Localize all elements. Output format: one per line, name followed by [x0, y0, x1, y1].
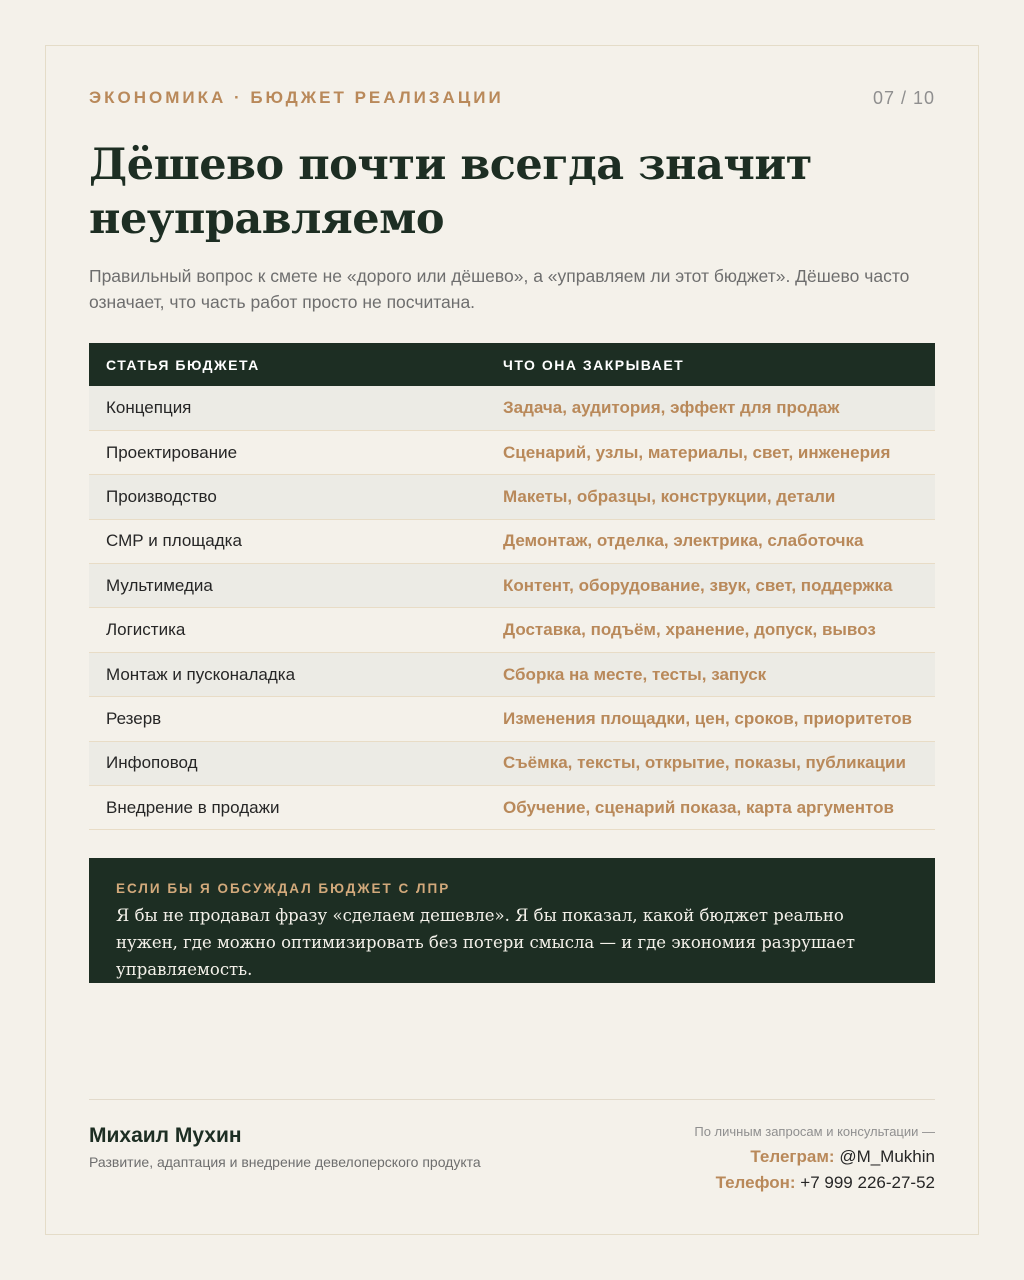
- callout-box: [89, 858, 935, 983]
- budget-item: Производство: [89, 475, 486, 519]
- table-row: [89, 475, 935, 519]
- budget-covers: Доставка, подъём, хранение, допуск, вывоз: [486, 608, 935, 652]
- telegram-contact[interactable]: [694, 1144, 935, 1170]
- budget-item: СМР и площадка: [89, 519, 486, 563]
- budget-covers: Макеты, образцы, конструкции, детали: [486, 475, 935, 519]
- budget-table: [89, 343, 935, 830]
- page-counter: 07 / 10: [872, 88, 935, 108]
- callout-text: Я бы не продавал фразу «сделаем дешевле». Я бы показал, какой бюджет реально нужен, где можно оптимизировать без потери смысла — и где экономия разрушает управляемость.: [116, 906, 855, 979]
- budget-item: Мультимедиа: [89, 564, 486, 608]
- budget-covers: Задача, аудитория, эффект для продаж: [486, 386, 935, 430]
- budget-item: Инфоповод: [89, 741, 486, 785]
- budget-item: Монтаж и пусконаладка: [89, 652, 486, 696]
- budget-covers: Демонтаж, отделка, электрика, слаботочка: [486, 519, 935, 563]
- table-row: [89, 741, 935, 785]
- author-role: Развитие, адаптация и внедрение девелоперского продукта: [89, 1154, 481, 1170]
- column-header-covers: ЧТО ОНА ЗАКРЫВАЕТ: [486, 343, 935, 386]
- table-row: [89, 519, 935, 563]
- budget-covers: Обучение, сценарий показа, карта аргументов: [486, 786, 935, 830]
- column-header-item: СТАТЬЯ БЮДЖЕТА: [89, 343, 486, 386]
- phone-number[interactable]: +7 999 226-27-52: [800, 1173, 935, 1192]
- budget-covers: Съёмка, тексты, открытие, показы, публикации: [486, 741, 935, 785]
- contacts-note: По личным запросам и консультации —: [694, 1124, 935, 1139]
- table-row: [89, 564, 935, 608]
- author-name: Михаил Мухин: [89, 1124, 242, 1147]
- footer-divider: [89, 1099, 935, 1100]
- table-row: [89, 386, 935, 430]
- table-row: [89, 430, 935, 474]
- budget-item: Резерв: [89, 697, 486, 741]
- phone-label: Телефон:: [715, 1173, 796, 1192]
- table-row: [89, 608, 935, 652]
- telegram-handle[interactable]: @M_Mukhin: [839, 1147, 935, 1166]
- budget-covers: Сценарий, узлы, материалы, свет, инженерия: [486, 430, 935, 474]
- budget-item: Внедрение в продажи: [89, 786, 486, 830]
- lead-paragraph: Правильный вопрос к смете не «дорого или дёшево», а «управляем ли этот бюджет». Дёшево часто означает, что часть работ просто не посчитана.: [89, 266, 910, 312]
- table-header-row: [89, 343, 935, 386]
- telegram-label: Телеграм:: [750, 1147, 835, 1166]
- section-eyebrow: ЭКОНОМИКА · БЮДЖЕТ РЕАЛИЗАЦИИ: [89, 88, 504, 107]
- page-title: Дёшево почти всегда значит неуправляемо: [89, 140, 812, 244]
- contacts-block: [694, 1124, 935, 1196]
- budget-item: Логистика: [89, 608, 486, 652]
- budget-item: Проектирование: [89, 430, 486, 474]
- budget-covers: Изменения площадки, цен, сроков, приоритетов: [486, 697, 935, 741]
- budget-covers: Сборка на месте, тесты, запуск: [486, 652, 935, 696]
- callout-label: ЕСЛИ БЫ Я ОБСУЖДАЛ БЮДЖЕТ С ЛПР: [116, 881, 451, 896]
- table-row: [89, 697, 935, 741]
- budget-covers: Контент, оборудование, звук, свет, поддержка: [486, 564, 935, 608]
- table-row: [89, 652, 935, 696]
- table-row: [89, 786, 935, 830]
- budget-item: Концепция: [89, 386, 486, 430]
- phone-contact[interactable]: [694, 1170, 935, 1196]
